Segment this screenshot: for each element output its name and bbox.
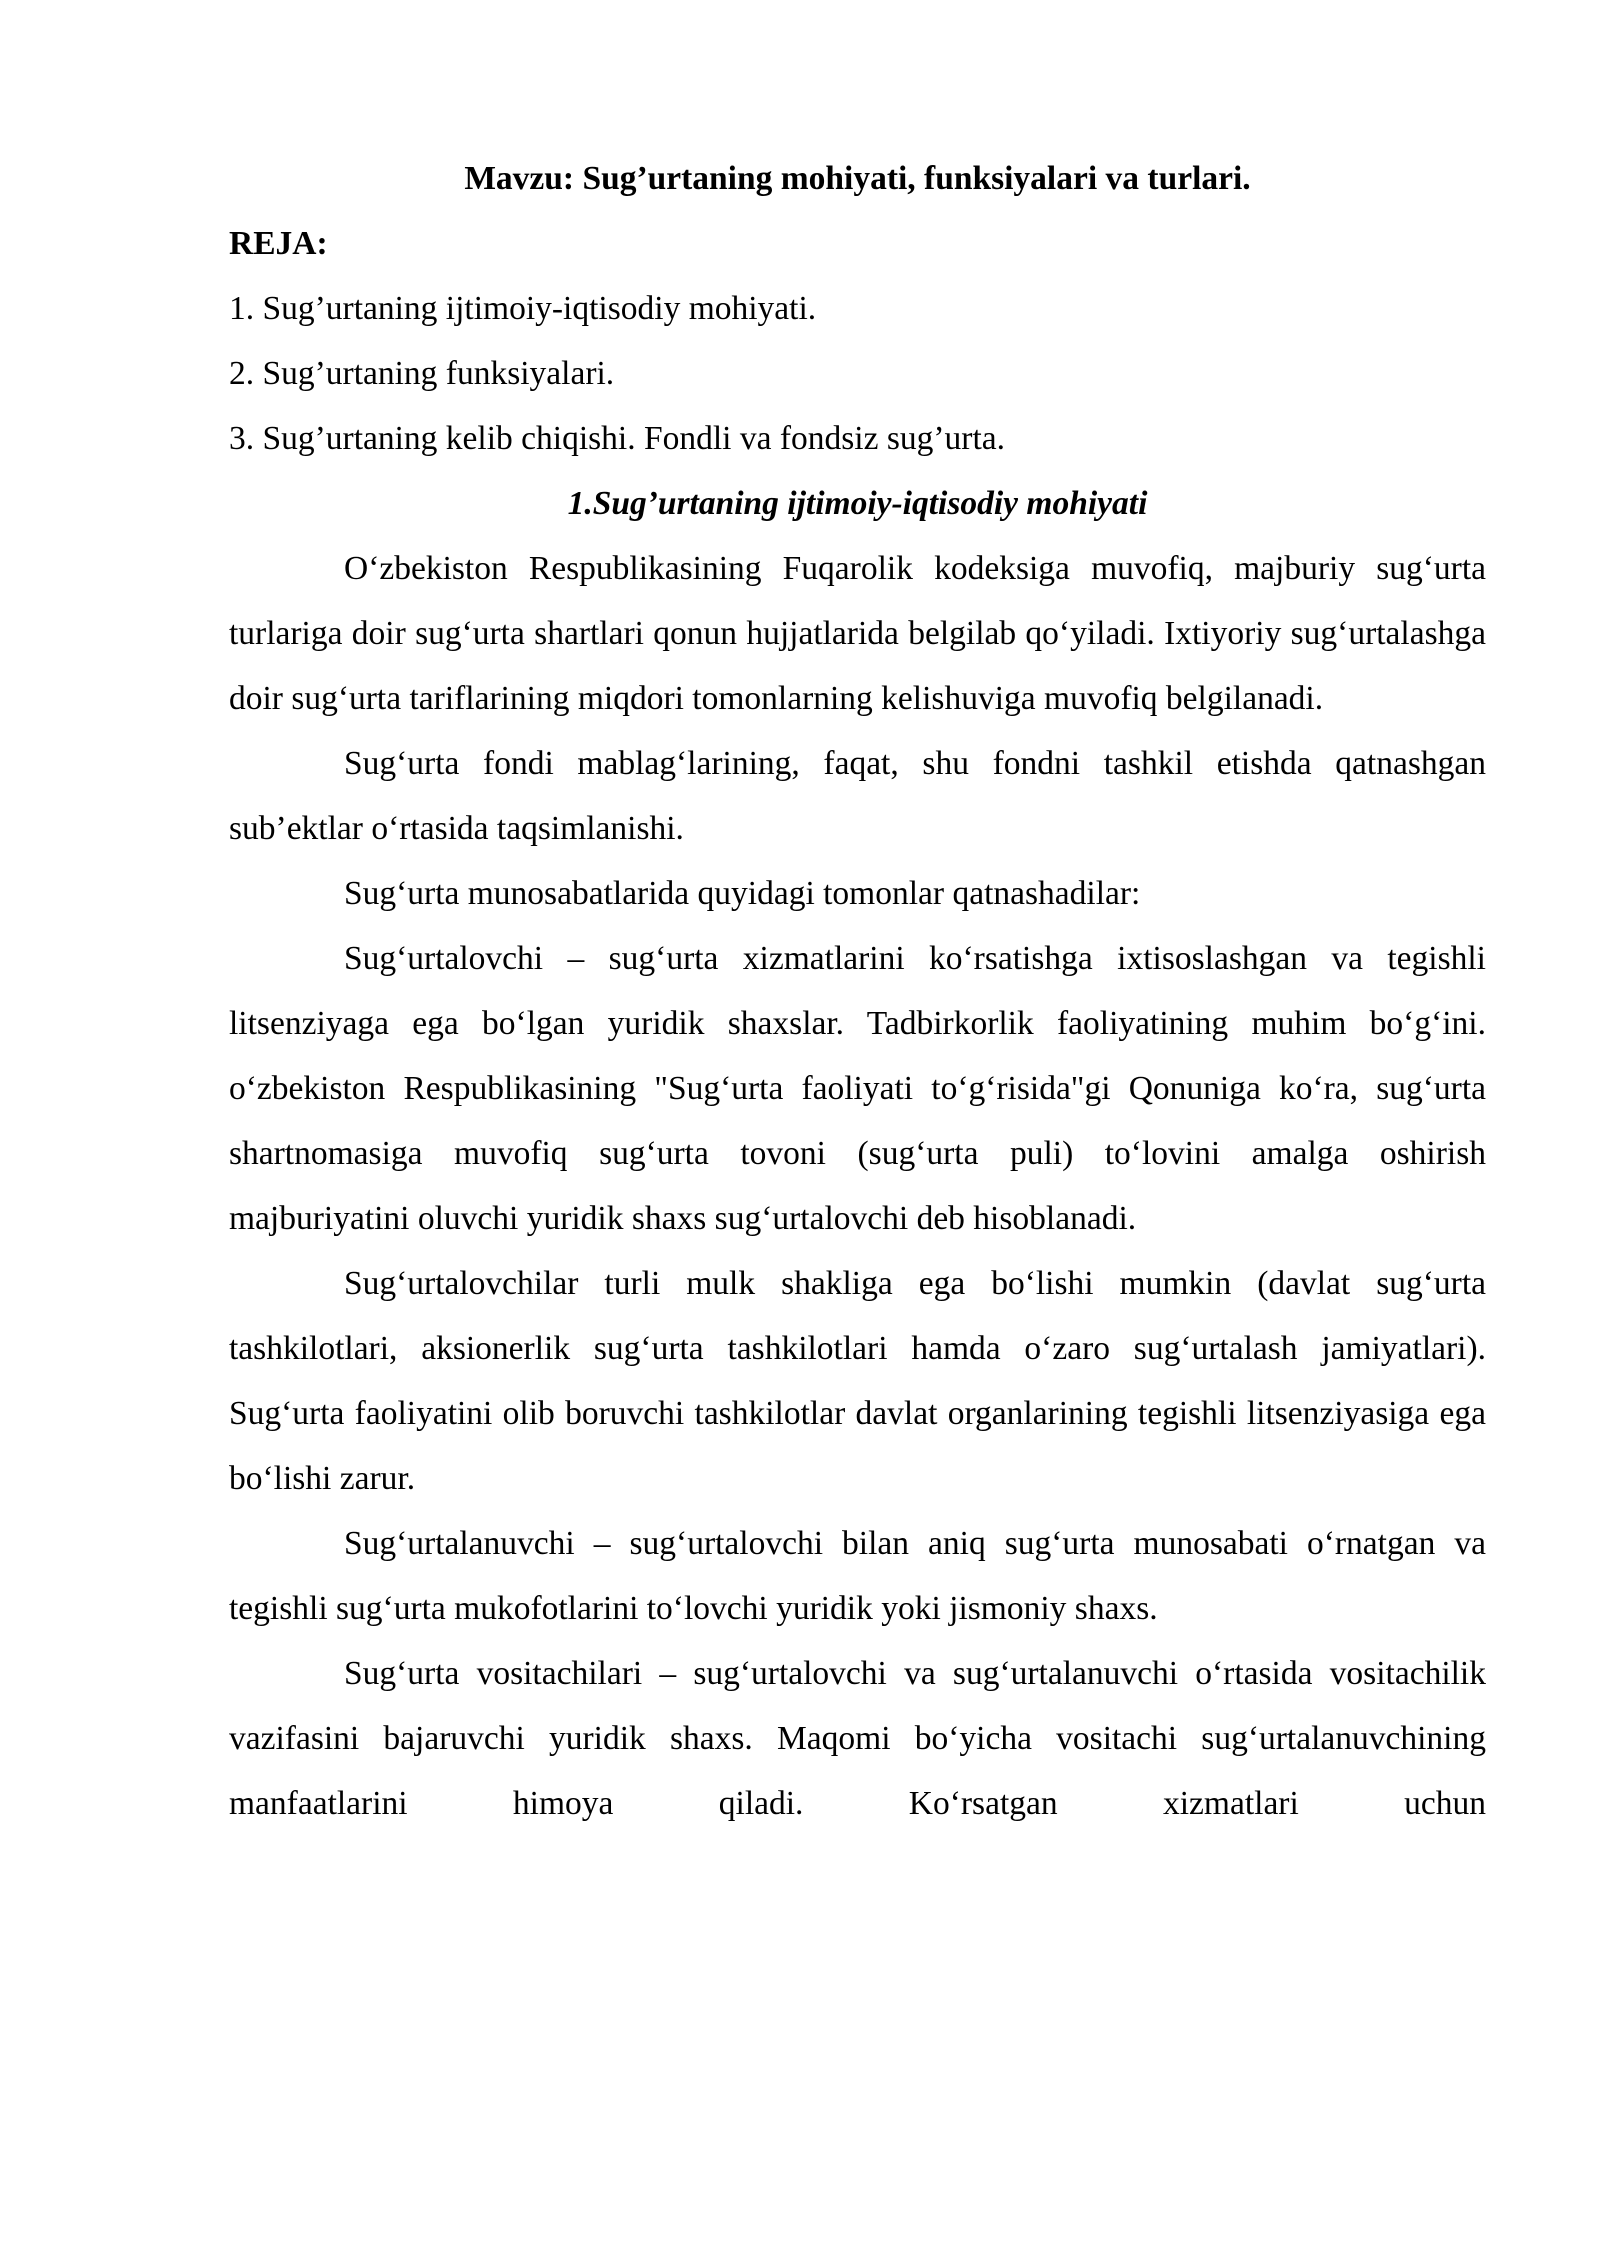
section-heading: 1.Sug’urtaning ijtimoiy-iqtisodiy mohiyati <box>567 485 1148 522</box>
paragraph-3: Sug‘urta munosabatlarida quyidagi tomonlar qatnashadilar: <box>344 875 1141 912</box>
plan-label: REJA: <box>229 225 328 262</box>
plan-item-2: 2. Sug’urtaning funksiyalari. <box>229 355 615 392</box>
paragraph-2: Sug‘urta fondi mablag‘larining, faqat, shu fondni tashkil etishda qatnashgan sub’ektlar o‘rtasida taqsimlanishi. <box>229 745 1486 847</box>
document-title: Mavzu: Sug’urtaning mohiyati, funksiyalari va turlari. <box>464 160 1251 197</box>
paragraph-4: Sug‘urtalovchi – sug‘urta xizmatlarini ko‘rsatishga ixtisoslashgan va tegishli litsenziyaga ega bo‘lgan yuridik shaxslar. Tadbirkorlik faoliyatining muhim bo‘g‘ini. o‘zbekiston Respublikasining "Sug‘urta faoliyati to‘g‘risida"gi Qonuniga ko‘ra, sug‘urta shartnomasiga muvofiq sug‘urta tovoni (sug‘urta puli) to‘lovini amalga oshirish majburiyatini oluvchi yuridik shaxs sug‘urtalovchi deb hisoblanadi. <box>229 940 1486 1237</box>
paragraph-7: Sug‘urta vositachilari – sug‘urtalovchi va sug‘urtalanuvchi o‘rtasida vositachilik vazifasini bajaruvchi yuridik shaxs. Maqomi bo‘yicha vositachi sug‘urtalanuvchining manfaatlarini himoya qiladi. Ko‘rsatgan xizmatlari uchun <box>229 1655 1486 1822</box>
plan-item-3: 3. Sug’urtaning kelib chiqishi. Fondli va fondsiz sug’urta. <box>229 420 1005 457</box>
paragraph-1: O‘zbekiston Respublikasining Fuqarolik kodeksiga muvofiq, majburiy sug‘urta turlariga doir sug‘urta shartlari qonun hujjatlarida belgilab qo‘yiladi. Ixtiyoriy sug‘urtalashga doir sug‘urta tariflarining miqdori tomonlarning kelishuviga muvofiq belgilanadi. <box>229 550 1486 717</box>
plan-item-1: 1. Sug’urtaning ijtimoiy-iqtisodiy mohiyati. <box>229 290 817 327</box>
paragraph-6: Sug‘urtalanuvchi – sug‘urtalovchi bilan aniq sug‘urta munosabati o‘rnatgan va tegishli sug‘urta mukofotlarini to‘lovchi yuridik yoki jismoniy shaxs. <box>229 1525 1486 1627</box>
paragraph-5: Sug‘urtalovchilar turli mulk shakliga ega bo‘lishi mumkin (davlat sug‘urta tashkilotlari, aksionerlik sug‘urta tashkilotlari hamda o‘zaro sug‘urtalash jamiyatlari). Sug‘urta faoliyatini olib boruvchi tashkilotlar davlat organlarining tegishli litsenziyasiga ega bo‘lishi zarur. <box>229 1265 1486 1497</box>
document-content <box>229 146 1486 1836</box>
